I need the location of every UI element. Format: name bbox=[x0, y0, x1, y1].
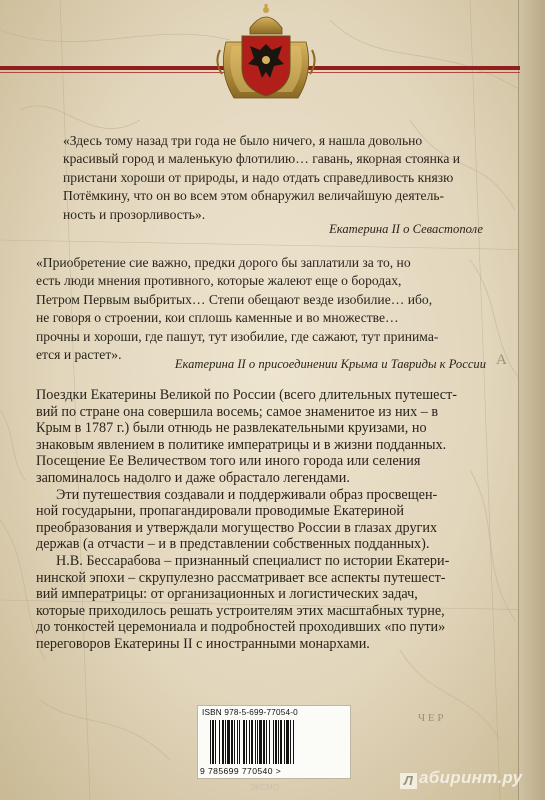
quote-line: Потёмкину, что он во всем этом обнаружил величайшую деятель- bbox=[63, 188, 445, 204]
barcode-bar bbox=[266, 720, 267, 764]
barcode-bar bbox=[225, 720, 226, 764]
annotation-line: нинской эпохи – скрупулезно рассматривает все аспекты путешест- bbox=[36, 569, 446, 586]
coat-of-arms-emblem bbox=[212, 2, 320, 106]
quote-source: Екатерина II о Севастополе bbox=[329, 222, 483, 236]
barcode-bar bbox=[215, 720, 216, 764]
quote-line: «Приобретение сие важно, предки дорого бы заплатили за то, но bbox=[36, 255, 411, 270]
annotation-line: держав (а отчасти – и в представлении собственных подданных). bbox=[36, 536, 430, 553]
barcode-bar bbox=[293, 720, 294, 764]
barcode-bar bbox=[280, 720, 282, 764]
map-label-a: А bbox=[496, 352, 507, 368]
annotation-line: которые приходилось решать устроителям этих масштабных турне, bbox=[36, 602, 445, 619]
barcode-bar bbox=[259, 720, 262, 764]
quote-line: красивый город и маленькую флотилию… гавань, якорная стоянка и bbox=[63, 151, 461, 167]
quote-line: «Здесь тому назад три года не было ничего, я нашла довольно bbox=[63, 133, 423, 148]
barcode-bar bbox=[290, 720, 291, 764]
annotation-line: Эти путешествия создавали и поддерживали образ просвещен- bbox=[56, 486, 438, 503]
isbn-text: ISBN 978-5-699-77054-0 bbox=[202, 708, 298, 717]
labirint-watermark bbox=[400, 768, 522, 789]
quote-sevastopol bbox=[63, 132, 483, 224]
barcode-bar bbox=[212, 720, 214, 764]
barcode-bar bbox=[249, 720, 250, 764]
quote-line: пристани хороши от природы, и надо отдать справедливость князю bbox=[63, 169, 454, 185]
barcode-bar bbox=[255, 720, 256, 764]
book-spine-edge bbox=[518, 0, 545, 800]
labirint-watermark-text: абиринт.ру bbox=[419, 768, 523, 787]
quote-line: не говоря о строении, кои сплошь каменные и во множестве… bbox=[36, 310, 399, 326]
barcode-bar bbox=[273, 720, 274, 764]
annotation-line: запоминалось надолго и даже обрастало легендами. bbox=[36, 469, 350, 486]
annotation-line: до тонкостей церемониала и подробностей проходивших «по пути» bbox=[36, 619, 446, 636]
barcode-bar bbox=[234, 720, 235, 764]
annotation-line: знаковым явлением в политике императрицы и в жизни подданных. bbox=[36, 436, 447, 453]
barcode-bar bbox=[257, 720, 258, 764]
annotation-line: вий по стране она совершила восемь; самое знаменитое из них – в bbox=[36, 403, 439, 420]
barcode-bar bbox=[275, 720, 277, 764]
quote-source: Екатерина II о присоединении Крыма и Тавриды к России bbox=[174, 357, 486, 371]
barcode-bar bbox=[278, 720, 279, 764]
quote-line: есть люди мнения противного, которые жалеют еще о бородах, bbox=[36, 273, 402, 289]
annotation-line: Поездки Екатерины Великой по России (всего длительных путешест- bbox=[36, 387, 457, 403]
barcode-bar bbox=[246, 720, 247, 764]
barcode-bar bbox=[222, 720, 224, 764]
labirint-logo-icon: Л bbox=[400, 773, 417, 789]
barcode-bar bbox=[210, 720, 211, 764]
barcode-number: 9 785699 770540 > bbox=[200, 766, 282, 776]
barcode-bar bbox=[227, 720, 230, 764]
annotation-text bbox=[36, 387, 488, 653]
annotation-line: переговоров Екатерины II с иностранными монархами. bbox=[36, 635, 370, 652]
barcode-bar bbox=[269, 720, 270, 764]
barcode-image bbox=[208, 720, 336, 764]
quote-crimea bbox=[36, 254, 486, 364]
quote-line: ется и растет». bbox=[36, 347, 122, 363]
quote-line: прочны и хороши, где пашут, тут изобилие, где сажают, тут принима- bbox=[36, 328, 439, 344]
barcode-bar bbox=[284, 720, 285, 764]
quote-line: Петром Первым выбритых… Степи обещают везде изобилие… ибо, bbox=[36, 291, 433, 307]
barcode-bar bbox=[251, 720, 253, 764]
map-label-cher: Ч Е Р bbox=[418, 712, 444, 724]
barcode-bar bbox=[286, 720, 289, 764]
barcode-bar bbox=[231, 720, 233, 764]
barcode-bar bbox=[239, 720, 240, 764]
barcode-bar bbox=[263, 720, 265, 764]
barcode-bar bbox=[237, 720, 238, 764]
isbn-barcode-label bbox=[197, 705, 351, 779]
quote-line: ность и прозорливость». bbox=[63, 206, 206, 222]
annotation-line: преобразования и утверждали могущество России в глазах других bbox=[36, 519, 438, 536]
barcode-bar bbox=[219, 720, 220, 764]
publisher-logo: ЭКСМО bbox=[250, 783, 279, 792]
annotation-line: Н.В. Бессарабова – признанный специалист по истории Екатери- bbox=[56, 552, 450, 569]
annotation-line: Крым в 1787 г.) были отнюдь не развлекательными круизами, но bbox=[36, 420, 427, 437]
annotation-line: Посещение Ее Величеством того или иного города или селения bbox=[36, 453, 421, 470]
annotation-line: ной государыни, пропагандировали проводимые Екатериной bbox=[36, 503, 404, 520]
annotation-line: вий императрицы: от организационных и логистических задач, bbox=[36, 586, 418, 603]
barcode-bar bbox=[243, 720, 245, 764]
